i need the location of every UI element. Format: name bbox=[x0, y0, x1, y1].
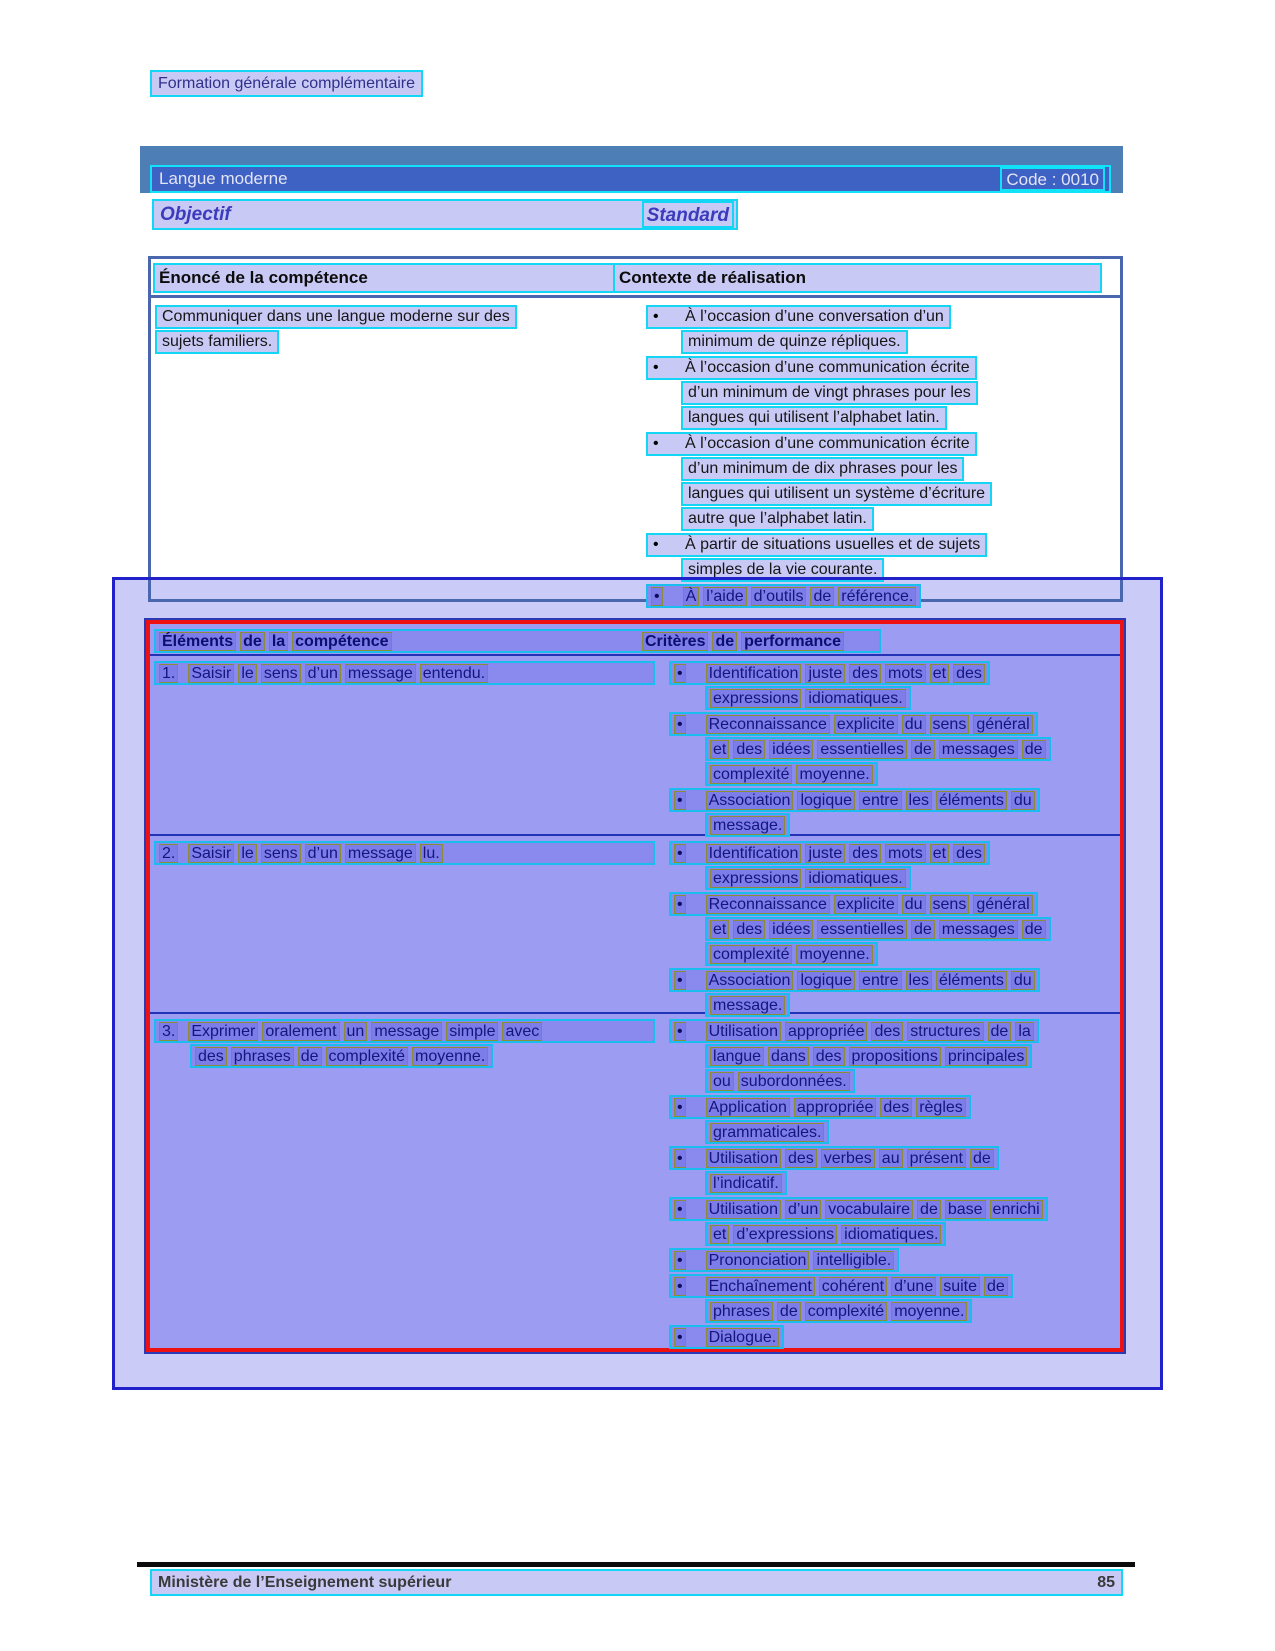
ocr-word-box: éléments bbox=[936, 791, 1007, 810]
criterion-item bbox=[669, 1274, 1120, 1323]
ocr-word-box: le bbox=[238, 844, 256, 863]
ocr-word-box: et bbox=[930, 844, 949, 863]
ocr-line-box bbox=[705, 942, 878, 966]
bullet-item bbox=[646, 432, 1120, 531]
ocr-word-box: de bbox=[1022, 740, 1046, 759]
ocr-word-box: Exprimer bbox=[188, 1022, 258, 1041]
ocr-word-box: Enchaînement bbox=[706, 1277, 815, 1296]
ocr-word-box: sens bbox=[930, 715, 970, 734]
ocr-word-box: Critères bbox=[642, 632, 708, 651]
ocr-word-box: cohérent bbox=[819, 1277, 887, 1296]
ocr-word-box: les bbox=[906, 971, 932, 990]
ocr-word-box: messages bbox=[939, 920, 1018, 939]
ocr-word-box: des bbox=[733, 740, 765, 759]
bullet-icon: • bbox=[674, 1098, 686, 1117]
ocr-word-box: de bbox=[917, 1200, 941, 1219]
ocr-word-box: des bbox=[880, 1098, 912, 1117]
ocr-word-box: message. bbox=[710, 996, 785, 1015]
ocr-word-box: au bbox=[879, 1149, 903, 1168]
ocr-word-box: expressions bbox=[710, 689, 801, 708]
ocr-word-box: Prononciation bbox=[706, 1251, 810, 1270]
ocr-word-box: messages bbox=[939, 740, 1018, 759]
ocr-word-box: des bbox=[195, 1047, 227, 1066]
ocr-word-box: des bbox=[849, 844, 881, 863]
ocr-line-box bbox=[669, 1019, 1039, 1043]
ocr-line-box bbox=[669, 788, 1040, 812]
enonce-cell bbox=[151, 298, 640, 610]
criteria-cell bbox=[655, 656, 1120, 834]
bullet-item bbox=[646, 533, 1120, 582]
ocr-word-box: d’un bbox=[305, 844, 341, 863]
ocr-word-box: de bbox=[298, 1047, 322, 1066]
ocr-line-box bbox=[669, 1325, 784, 1349]
ocr-word-box: intelligible. bbox=[813, 1251, 894, 1270]
ocr-line-box bbox=[154, 629, 881, 653]
ocr-line-box bbox=[681, 558, 884, 582]
ocr-word-box: entendu. bbox=[420, 664, 488, 683]
title-annotation-box bbox=[150, 165, 1111, 193]
text-run: d’un minimum de vingt phrases pour les bbox=[688, 384, 971, 401]
bullet-icon: • bbox=[653, 308, 659, 325]
ocr-word-box: suite bbox=[940, 1277, 980, 1296]
ocr-word-box: l’aide bbox=[703, 587, 746, 606]
ocr-word-box: Utilisation bbox=[706, 1022, 781, 1041]
ocr-word-box: vocabulaire bbox=[825, 1200, 913, 1219]
footer-annotation-box bbox=[150, 1569, 1123, 1596]
ocr-word-box: essentielles bbox=[817, 920, 907, 939]
elements-table-rows bbox=[150, 656, 1120, 1351]
ocr-line-box bbox=[705, 1069, 855, 1093]
text-run: Communiquer dans une langue moderne sur des bbox=[162, 308, 510, 325]
ocr-word-box: du bbox=[902, 895, 926, 914]
ocr-word-box: appropriée bbox=[794, 1098, 877, 1117]
bullet-icon: • bbox=[674, 1251, 686, 1270]
ocr-word-box: et bbox=[930, 664, 949, 683]
contexte-cell bbox=[640, 298, 1120, 610]
elements-table-inner bbox=[150, 624, 1120, 1348]
ocr-line-box bbox=[705, 686, 911, 710]
bullet-icon: • bbox=[674, 715, 686, 734]
ocr-word-box: d’outils bbox=[751, 587, 807, 606]
ocr-word-box: complexité bbox=[326, 1047, 408, 1066]
criterion-item bbox=[669, 1325, 1120, 1349]
ocr-word-box: et bbox=[710, 920, 729, 939]
ocr-word-box: expressions bbox=[710, 869, 801, 888]
ocr-line-box bbox=[705, 1171, 787, 1195]
ocr-line-box bbox=[646, 533, 987, 557]
ocr-word-box: essentielles bbox=[817, 740, 907, 759]
ocr-word-box: le bbox=[238, 664, 256, 683]
ocr-line-box bbox=[681, 406, 947, 430]
text-run: langues qui utilisent l’alphabet latin. bbox=[688, 409, 940, 426]
ocr-word-box: 2. bbox=[159, 844, 178, 863]
ocr-word-box: du bbox=[1011, 971, 1035, 990]
element-row bbox=[150, 836, 1120, 1014]
ocr-line-box bbox=[681, 507, 874, 531]
ocr-word-box: Reconnaissance bbox=[706, 715, 830, 734]
element-row bbox=[150, 1014, 1120, 1351]
ocr-word-box: idées bbox=[769, 740, 813, 759]
criteres-header-group bbox=[642, 632, 844, 651]
ocr-word-box: des bbox=[813, 1047, 845, 1066]
objectif-standard-row bbox=[152, 199, 738, 230]
criterion-item bbox=[669, 712, 1120, 786]
ocr-line-box bbox=[669, 968, 1040, 992]
ocr-word-box: entre bbox=[859, 971, 901, 990]
ocr-word-box: complexité bbox=[805, 1302, 887, 1321]
ocr-line-box bbox=[155, 330, 279, 354]
criterion-item bbox=[669, 788, 1120, 837]
ocr-word-box: verbes bbox=[821, 1149, 875, 1168]
text-run: À l’occasion d’une communication écrite bbox=[685, 435, 970, 452]
text-run: minimum de quinze répliques. bbox=[688, 333, 901, 350]
ocr-word-box: ou bbox=[710, 1072, 734, 1091]
criterion-item bbox=[669, 1019, 1120, 1093]
course-code-badge: Code : 0010 bbox=[1000, 167, 1105, 191]
ocr-word-box: moyenne. bbox=[891, 1302, 967, 1321]
ocr-word-box: explicite bbox=[834, 895, 898, 914]
ocr-word-box: phrases bbox=[231, 1047, 294, 1066]
ocr-word-box: de bbox=[988, 1022, 1012, 1041]
ocr-word-box: principales bbox=[945, 1047, 1027, 1066]
enonce-header: Énoncé de la compétence bbox=[159, 268, 368, 287]
criteria-cell bbox=[655, 1014, 1120, 1351]
criterion-item bbox=[669, 1095, 1120, 1144]
element-label-cell bbox=[150, 836, 655, 1012]
ocr-word-box: lu. bbox=[420, 844, 443, 863]
ocr-word-box: juste bbox=[805, 844, 845, 863]
ocr-word-box: Dialogue. bbox=[706, 1328, 780, 1347]
ocr-line-box bbox=[646, 432, 977, 456]
ocr-word-box: d’une bbox=[891, 1277, 936, 1296]
text-run: langues qui utilisent un système d’écriture bbox=[688, 485, 986, 502]
ocr-word-box: simple bbox=[446, 1022, 498, 1041]
ocr-word-box: Identification bbox=[706, 664, 802, 683]
contexte-header-box bbox=[613, 263, 1102, 293]
ocr-word-box: de bbox=[712, 632, 737, 651]
ocr-word-box: Reconnaissance bbox=[706, 895, 830, 914]
ocr-word-box: de bbox=[1022, 920, 1046, 939]
ocr-line-box bbox=[154, 661, 655, 685]
ocr-line-box bbox=[154, 841, 655, 865]
objectif-heading: Objectif bbox=[160, 203, 231, 225]
ocr-word-box: juste bbox=[805, 664, 845, 683]
ocr-word-box: logique bbox=[797, 971, 855, 990]
criterion-item bbox=[669, 661, 1120, 710]
ocr-word-box: idiomatiques. bbox=[805, 869, 905, 888]
ocr-line-box bbox=[681, 482, 992, 506]
ocr-word-box: et bbox=[710, 740, 729, 759]
ocr-word-box: les bbox=[906, 791, 932, 810]
ocr-word-box: avec bbox=[502, 1022, 542, 1041]
footer-ministry-text: Ministère de l’Enseignement supérieur bbox=[158, 1573, 452, 1591]
ocr-word-box: des bbox=[785, 1149, 817, 1168]
elements-table-selected bbox=[144, 618, 1126, 1354]
ocr-line-box bbox=[669, 841, 990, 865]
ocr-word-box: règles bbox=[916, 1098, 966, 1117]
bullet-icon: • bbox=[674, 971, 686, 990]
ocr-word-box: Éléments bbox=[159, 632, 236, 651]
criterion-item bbox=[669, 841, 1120, 890]
ocr-word-box: complexité bbox=[710, 945, 792, 964]
ocr-word-box: des bbox=[849, 664, 881, 683]
ocr-word-box: de bbox=[810, 587, 834, 606]
bullet-icon: • bbox=[674, 1022, 686, 1041]
ocr-word-box: éléments bbox=[936, 971, 1007, 990]
ocr-word-box: général bbox=[973, 895, 1032, 914]
ocr-line-box bbox=[705, 1044, 1032, 1068]
ocr-word-box: référence. bbox=[838, 587, 916, 606]
ocr-line-box bbox=[705, 866, 911, 890]
contexte-header: Contexte de réalisation bbox=[619, 268, 807, 287]
ocr-word-box: langue bbox=[710, 1047, 764, 1066]
ocr-line-box bbox=[669, 1248, 899, 1272]
ocr-word-box: de bbox=[911, 920, 935, 939]
bullet-icon: • bbox=[674, 1149, 686, 1168]
ocr-word-box: 3. bbox=[159, 1022, 178, 1041]
section-title: Langue moderne bbox=[159, 169, 288, 188]
text-run: simples de la vie courante. bbox=[688, 561, 878, 578]
ocr-word-box: des bbox=[871, 1022, 903, 1041]
ocr-word-box: Utilisation bbox=[706, 1149, 781, 1168]
ocr-word-box: d’expressions bbox=[733, 1225, 837, 1244]
ocr-line-box bbox=[705, 1222, 946, 1246]
ocr-word-box: propositions bbox=[849, 1047, 941, 1066]
ocr-word-box: des bbox=[953, 664, 985, 683]
element-row bbox=[150, 656, 1120, 836]
ocr-word-box: base bbox=[945, 1200, 986, 1219]
footer-page-number: 85 bbox=[1097, 1573, 1115, 1591]
ocr-line-box bbox=[669, 1095, 971, 1119]
ocr-word-box: mots bbox=[885, 844, 926, 863]
ocr-word-box: moyenne. bbox=[796, 765, 872, 784]
ocr-line-box bbox=[669, 1274, 1013, 1298]
ocr-line-box bbox=[669, 712, 1038, 736]
ocr-line-box bbox=[705, 737, 1051, 761]
element-label-cell bbox=[150, 1014, 655, 1351]
ocr-word-box: idiomatiques. bbox=[841, 1225, 941, 1244]
criterion-item bbox=[669, 1248, 1120, 1272]
ocr-word-box: un bbox=[344, 1022, 368, 1041]
ocr-word-box: mots bbox=[885, 664, 926, 683]
ocr-word-box: sens bbox=[261, 844, 301, 863]
ocr-word-box: Saisir bbox=[188, 844, 234, 863]
competence-table bbox=[148, 256, 1123, 605]
text-run: autre que l’alphabet latin. bbox=[688, 510, 867, 527]
header-annotation-box bbox=[153, 263, 1102, 293]
ocr-word-box: Association bbox=[706, 791, 794, 810]
bullet-icon: • bbox=[674, 1328, 686, 1347]
ocr-word-box: compétence bbox=[292, 632, 391, 651]
text-run: d’un minimum de dix phrases pour les bbox=[688, 460, 958, 477]
ocr-word-box: enrichi bbox=[990, 1200, 1043, 1219]
ocr-word-box: entre bbox=[859, 791, 901, 810]
ocr-word-box: structures bbox=[907, 1022, 983, 1041]
ocr-word-box: Saisir bbox=[188, 664, 234, 683]
ocr-line-box bbox=[705, 1299, 972, 1323]
bullet-icon: • bbox=[651, 587, 663, 606]
ocr-word-box: complexité bbox=[710, 765, 792, 784]
ocr-word-box: présent bbox=[907, 1149, 966, 1168]
bullet-icon: • bbox=[653, 536, 659, 553]
ocr-word-box: Application bbox=[706, 1098, 790, 1117]
ocr-line-box bbox=[681, 457, 964, 481]
ocr-line-box bbox=[681, 381, 978, 405]
ocr-line-box bbox=[154, 1019, 655, 1043]
ocr-word-box: performance bbox=[741, 632, 844, 651]
ocr-word-box: À bbox=[683, 587, 700, 606]
text-run: sujets familiers. bbox=[162, 333, 273, 350]
ocr-line-box bbox=[705, 762, 878, 786]
ocr-word-box: message bbox=[345, 664, 416, 683]
text-run: À l’occasion d’une conversation d’un bbox=[685, 308, 944, 325]
ocr-word-box: dans bbox=[768, 1047, 809, 1066]
ocr-word-box: de bbox=[911, 740, 935, 759]
ocr-word-box: de bbox=[970, 1149, 994, 1168]
ocr-line-box bbox=[669, 1197, 1048, 1221]
ocr-word-box: sens bbox=[261, 664, 301, 683]
ocr-line-box bbox=[705, 1120, 829, 1144]
ocr-word-box: 1. bbox=[159, 664, 178, 683]
bullet-icon: • bbox=[674, 844, 686, 863]
ocr-line-box bbox=[669, 892, 1038, 916]
competence-table-header-row bbox=[151, 259, 1120, 298]
text-run: À l’occasion d’une communication écrite bbox=[685, 359, 970, 376]
ocr-line-box bbox=[669, 1146, 999, 1170]
ocr-line-box bbox=[646, 305, 951, 329]
ocr-word-box: Association bbox=[706, 971, 794, 990]
footer-rule bbox=[137, 1562, 1135, 1567]
ocr-word-box: sens bbox=[930, 895, 970, 914]
ocr-word-box: appropriée bbox=[785, 1022, 868, 1041]
ocr-word-box: et bbox=[710, 1225, 729, 1244]
elements-table-header-row bbox=[150, 624, 1120, 656]
ocr-word-box: message bbox=[345, 844, 416, 863]
ocr-word-box: Identification bbox=[706, 844, 802, 863]
ocr-word-box: de bbox=[240, 632, 265, 651]
ocr-word-box: idiomatiques. bbox=[805, 689, 905, 708]
standard-heading: Standard bbox=[642, 201, 734, 228]
bullet-item bbox=[646, 584, 1120, 608]
ocr-word-box: idées bbox=[769, 920, 813, 939]
ocr-word-box: du bbox=[1011, 791, 1035, 810]
eyebrow-annotation-box bbox=[150, 70, 423, 97]
ocr-word-box: oralement bbox=[262, 1022, 339, 1041]
ocr-word-box: de bbox=[777, 1302, 801, 1321]
bullet-item bbox=[646, 305, 1120, 354]
ocr-word-box: l’indicatif. bbox=[710, 1174, 782, 1193]
criterion-item bbox=[669, 1146, 1120, 1195]
bullet-item bbox=[646, 356, 1120, 430]
ocr-line-box bbox=[669, 661, 990, 685]
ocr-line-box bbox=[681, 330, 908, 354]
ocr-word-box: grammaticales. bbox=[710, 1123, 824, 1142]
element-label-cell bbox=[150, 656, 655, 834]
criteria-cell bbox=[655, 836, 1120, 1012]
criterion-item bbox=[669, 892, 1120, 966]
ocr-line-box bbox=[190, 1044, 493, 1068]
ocr-line-box bbox=[646, 356, 977, 380]
ocr-word-box: du bbox=[902, 715, 926, 734]
ocr-word-box: subordonnées. bbox=[738, 1072, 850, 1091]
ocr-word-box: message bbox=[371, 1022, 442, 1041]
ocr-word-box: explicite bbox=[834, 715, 898, 734]
bullet-icon: • bbox=[653, 359, 659, 376]
ocr-word-box: des bbox=[733, 920, 765, 939]
ocr-word-box: des bbox=[953, 844, 985, 863]
criterion-item bbox=[669, 1197, 1120, 1246]
bullet-icon: • bbox=[653, 435, 659, 452]
ocr-line-box bbox=[705, 917, 1051, 941]
ocr-word-box: message. bbox=[710, 816, 785, 835]
ocr-word-box: d’un bbox=[305, 664, 341, 683]
ocr-word-box: moyenne. bbox=[412, 1047, 488, 1066]
bullet-icon: • bbox=[674, 895, 686, 914]
ocr-word-box: la bbox=[1015, 1022, 1033, 1041]
ocr-word-box: moyenne. bbox=[796, 945, 872, 964]
ocr-word-box: d’un bbox=[785, 1200, 821, 1219]
bullet-icon: • bbox=[674, 664, 686, 683]
ocr-word-box: logique bbox=[797, 791, 855, 810]
ocr-line-box bbox=[646, 584, 921, 608]
ocr-word-box: général bbox=[973, 715, 1032, 734]
bullet-icon: • bbox=[674, 791, 686, 810]
ocr-word-box: de bbox=[984, 1277, 1008, 1296]
ocr-word-box: Utilisation bbox=[706, 1200, 781, 1219]
bullet-icon: • bbox=[674, 1277, 686, 1296]
section-title-bar bbox=[140, 146, 1123, 193]
bullet-icon: • bbox=[674, 1200, 686, 1219]
criterion-item bbox=[669, 968, 1120, 1017]
competence-table-body bbox=[151, 298, 1120, 610]
ocr-word-box: phrases bbox=[710, 1302, 773, 1321]
ocr-line-box bbox=[705, 813, 790, 837]
text-run: À partir de situations usuelles et de sujets bbox=[685, 536, 981, 553]
eyebrow-text: Formation générale complémentaire bbox=[158, 74, 416, 92]
ocr-line-box bbox=[155, 305, 517, 329]
ocr-word-box: la bbox=[269, 632, 288, 651]
